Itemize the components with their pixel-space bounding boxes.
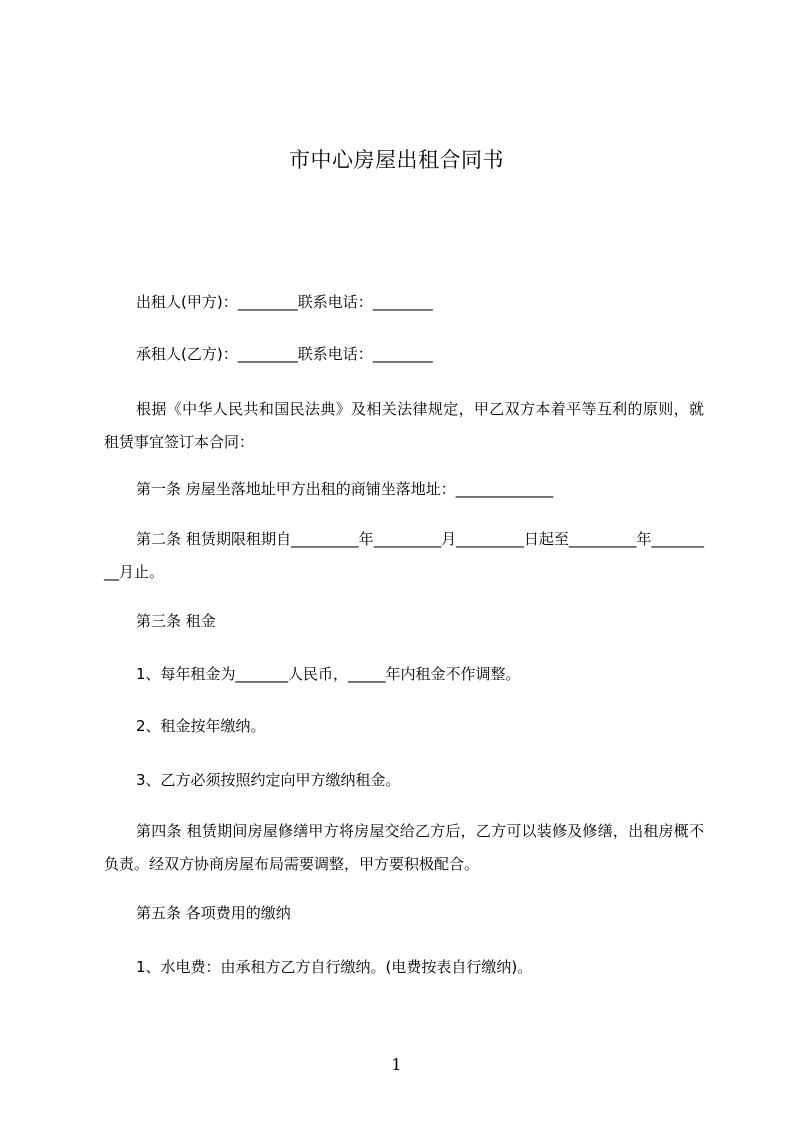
lessor-line: 出租人(甲方)：________联系电话：________: [136, 293, 433, 311]
lessee-line: 承租人(乙方)：________联系电话：________: [136, 345, 433, 363]
article-3-heading: 第三条 租金: [136, 612, 216, 630]
page-title: 市中心房屋出租合同书: [289, 148, 504, 172]
article-5-item-1: 1、水电费：由承租方乙方自行缴纳。(电费按表自行缴纳)。: [136, 958, 533, 976]
article-4: 第四条 租赁期间房屋修缮甲方将房屋交给乙方后，乙方可以装修及修缮，出租房概不负责。经双方协商房屋布局需要调整，甲方要积极配合。: [104, 822, 704, 873]
article-3-item-1: 1、每年租金为_______人民币，_____年内租金不作调整。: [136, 665, 521, 683]
page-number: 1: [391, 1055, 402, 1074]
article-2: 第二条 租赁期限租期自_________年_________月_________日起至_________年_________月止。: [104, 530, 704, 581]
article-3-item-2: 2、租金按年缴纳。: [136, 717, 266, 735]
article-3-item-3: 3、乙方必须按照约定向甲方缴纳租金。: [136, 771, 401, 789]
article-1: 第一条 房屋坐落地址甲方出租的商铺坐落地址：_____________: [136, 480, 554, 498]
preamble-paragraph: 根据《中华人民共和国民法典》及相关法律规定，甲乙双方本着平等互利的原则，就租赁事宜签订本合同：: [104, 400, 704, 451]
article-5-heading: 第五条 各项费用的缴纳: [136, 904, 291, 922]
